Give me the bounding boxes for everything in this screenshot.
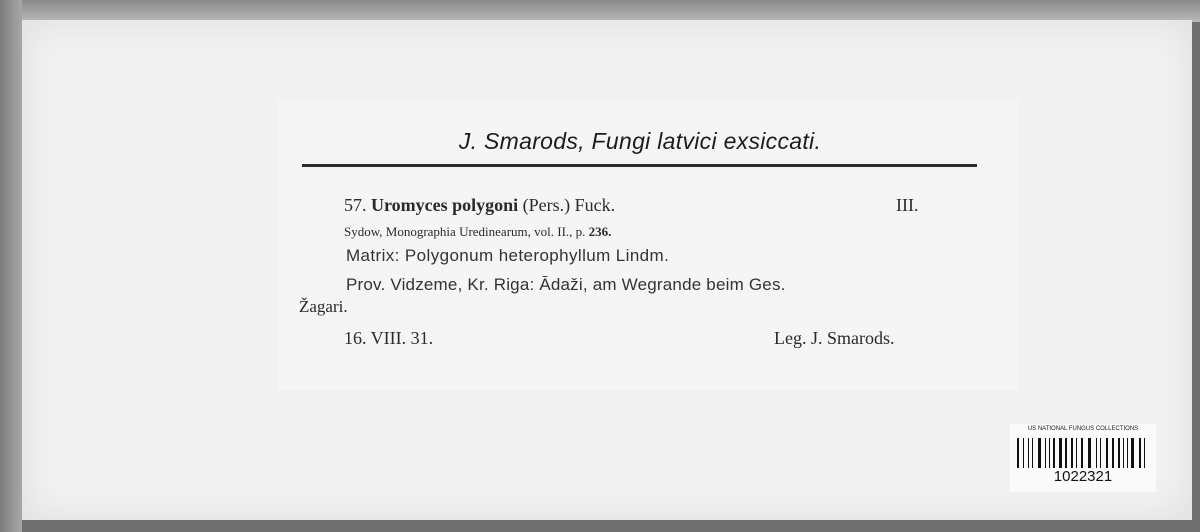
barcode-bar: [1100, 438, 1101, 468]
barcode-bar: [1127, 438, 1128, 468]
barcode-bar: [1096, 438, 1097, 468]
species-authority: (Pers.) Fuck.: [522, 195, 616, 215]
barcode-bar: [1053, 438, 1055, 468]
barcode-bars: [1016, 438, 1150, 468]
barcode-bar: [1118, 438, 1120, 468]
backdrop: [0, 0, 1200, 22]
locality-line-continued: Žagari.: [299, 297, 348, 316]
species-entry: [344, 195, 615, 216]
barcode-bar: [1081, 438, 1083, 468]
barcode-bar: [1112, 438, 1114, 468]
barcode-bar: [1023, 438, 1024, 468]
spore-stage: III.: [896, 195, 919, 215]
barcode-bar: [1123, 438, 1124, 468]
header-rule: [302, 164, 977, 167]
barcode-bar: [1049, 438, 1050, 468]
matrix-line: Matrix: Polygonum heterophyllum Lindm.: [346, 246, 670, 265]
barcode-bar: [1038, 438, 1041, 468]
backdrop-edge: [0, 0, 22, 532]
collector: Leg. J. Smarods.: [774, 328, 895, 348]
barcode-bar: [1139, 438, 1141, 468]
label-header: J. Smarods, Fungi latvici exsiccati.: [458, 128, 822, 154]
barcode-label: [1010, 424, 1156, 492]
barcode-bar: [1144, 438, 1145, 468]
barcode-bar: [1106, 438, 1108, 468]
barcode-number: 1022321: [1053, 468, 1113, 485]
barcode-bar: [1076, 438, 1077, 468]
barcode-bar: [1131, 438, 1134, 468]
barcode-bar: [1065, 438, 1067, 468]
entry-number: 57.: [344, 195, 367, 215]
barcode-bar: [1059, 438, 1062, 468]
barcode-bar: [1028, 438, 1029, 468]
literature-reference: [344, 224, 611, 240]
barcode-bar: [1071, 438, 1073, 468]
barcode-bar: [1032, 438, 1033, 468]
barcode-bar: [1088, 438, 1091, 468]
species-name: Uromyces polygoni: [371, 195, 519, 215]
reference-text: Sydow, Monographia Uredinearum, vol. II., p.: [344, 224, 586, 239]
barcode-bar: [1045, 438, 1046, 468]
barcode-caption: US NATIONAL FUNGUS COLLECTIONS: [1027, 426, 1139, 432]
collection-date: 16. VIII. 31.: [344, 328, 434, 348]
reference-page: 236.: [588, 224, 612, 239]
barcode-bar: [1017, 438, 1019, 468]
locality-line: Prov. Vidzeme, Kr. Riga: Ādaži, am Wegrande beim Ges.: [346, 275, 786, 294]
